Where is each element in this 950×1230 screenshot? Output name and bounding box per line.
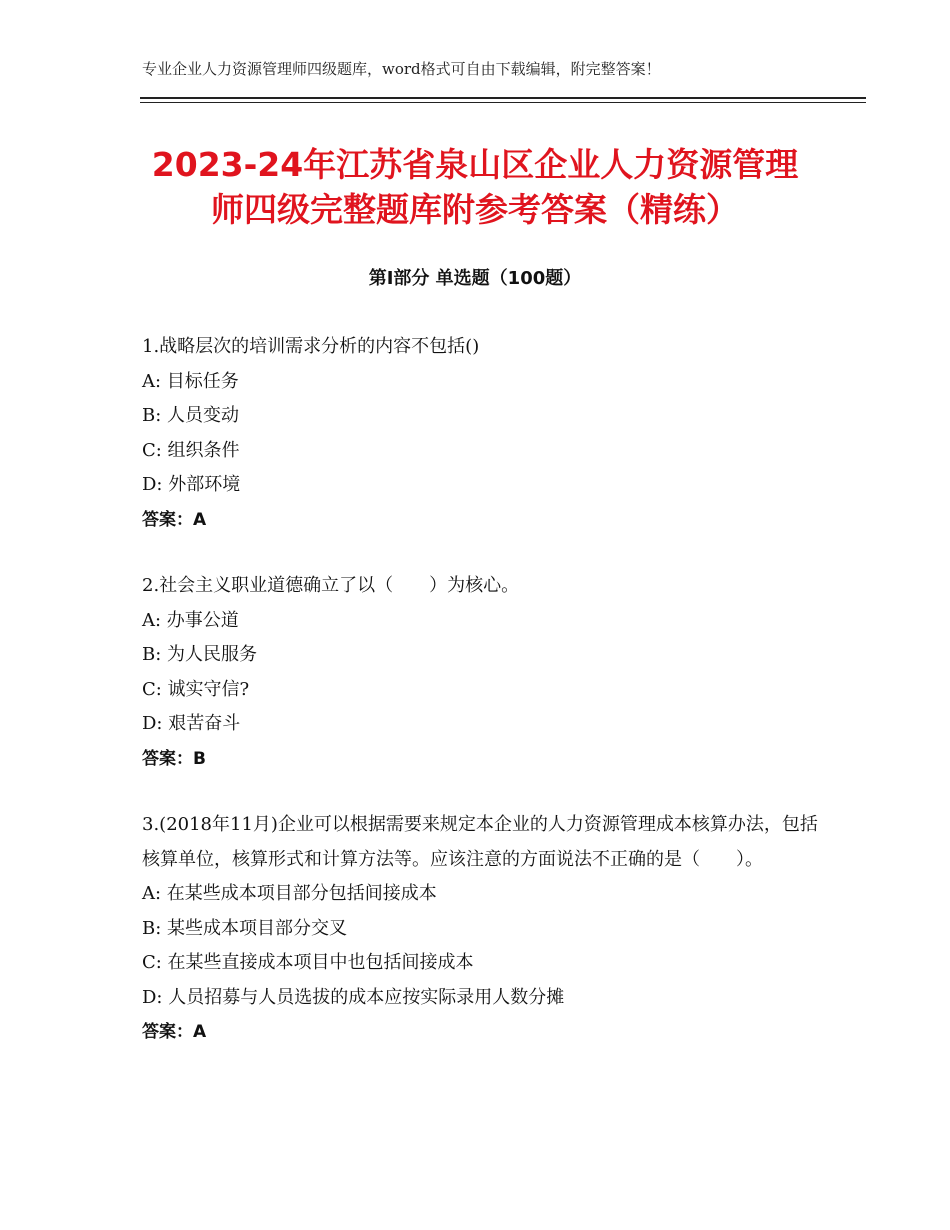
- document-title: [95, 142, 855, 232]
- option-d: D: 外部环境: [142, 474, 241, 495]
- option-d: D: 艰苦奋斗: [142, 713, 241, 734]
- section-title: 第Ⅰ部分 单选题（100题）: [368, 268, 582, 289]
- question-1: [142, 330, 822, 537]
- option-c: C: 在某些直接成本项目中也包括间接成本: [142, 952, 474, 973]
- question-stem: 2.社会主义职业道德确立了以（ ）为核心。: [142, 575, 520, 596]
- option-a: A: 目标任务: [142, 370, 239, 392]
- question-2: [142, 569, 822, 776]
- option-b: B: 人员变动: [142, 405, 240, 426]
- option-b: B: 某些成本项目部分交叉: [142, 917, 348, 939]
- answer-line: 答案：A: [142, 509, 207, 530]
- question-list: [142, 330, 822, 1082]
- option-c: C: 组织条件: [142, 439, 240, 461]
- option-a: A: 在某些成本项目部分包括间接成本: [142, 883, 437, 904]
- option-a: A: 办事公道: [142, 609, 239, 631]
- answer-line: 答案：A: [142, 1022, 207, 1042]
- question-stem: 1.战略层次的培训需求分析的内容不包括(): [142, 336, 480, 357]
- title-line-2: 师四级完整题库附参考答案（精练）: [211, 190, 739, 229]
- header-rule-thin: [140, 102, 866, 103]
- title-line-1: 2023-24年江苏省泉山区企业人力资源管理: [151, 145, 799, 184]
- option-d: D: 人员招募与人员选拔的成本应按实际录用人数分摊: [142, 986, 565, 1008]
- answer-line: 答案：B: [142, 748, 206, 769]
- header-rule-thick: [140, 97, 866, 99]
- option-b: B: 为人民服务: [142, 644, 258, 665]
- question-3: [142, 808, 822, 1050]
- header-note: 专业企业人力资源管理师四级题库，word格式可自由下载编辑，附完整答案！: [142, 60, 661, 78]
- option-c: C: 诚实守信?: [142, 678, 250, 700]
- question-stem: 3.(2018年11月)企业可以根据需要来规定本企业的人力资源管理成本核算办法，包括核算单位，核算形式和计算方法等。应该注意的方面说法不正确的是（ ）。: [142, 814, 818, 870]
